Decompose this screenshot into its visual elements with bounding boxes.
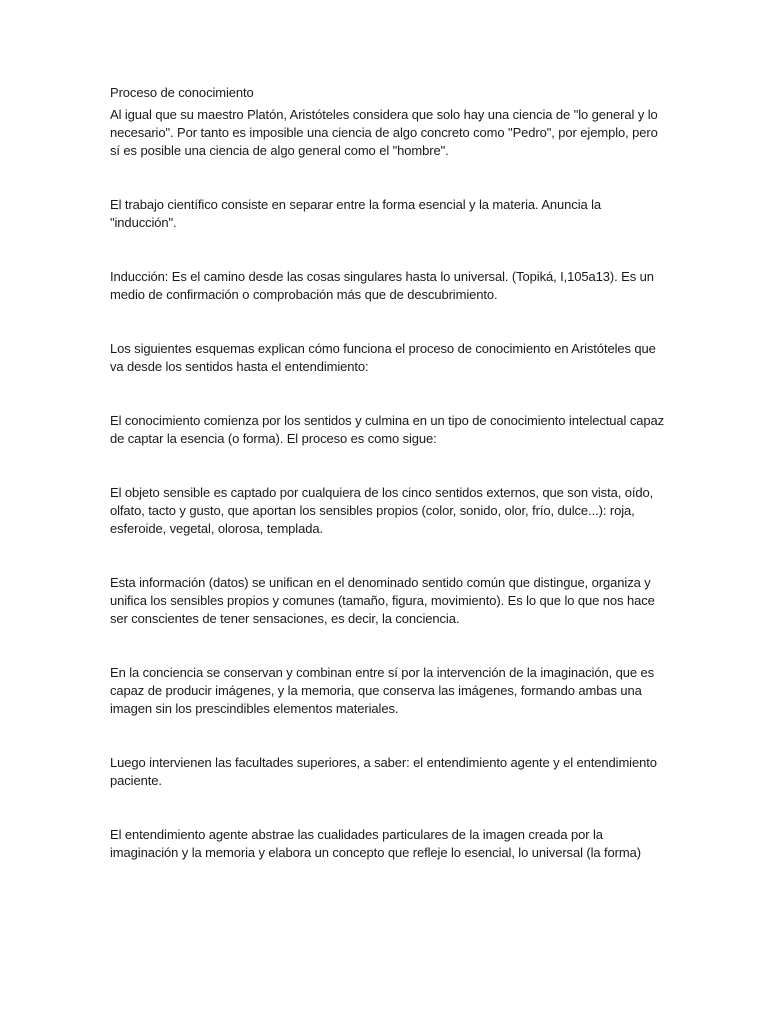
document-title: Proceso de conocimiento	[110, 85, 254, 100]
paragraph-facultades-superiores: Luego intervienen las facultades superiores, a saber: el entendimiento agente y el entendimiento paciente.	[110, 755, 657, 788]
paragraph-trabajo-cientifico: El trabajo científico consiste en separar entre la forma esencial y la materia. Anuncia la "inducción".	[110, 197, 602, 230]
document-body	[110, 84, 670, 862]
paragraph-entendimiento-agente: El entendimiento agente abstrae las cualidades particulares de la imagen creada por la imaginación y la memoria y elabora un concepto que refleje lo esencial, lo universal (la forma)	[110, 827, 641, 860]
paragraph-esquemas: Los siguientes esquemas explican cómo funciona el proceso de conocimiento en Aristóteles que va desde los sentidos hasta el entendimiento:	[110, 341, 656, 374]
paragraph-sentido-comun: Esta información (datos) se unifican en el denominado sentido común que distingue, organiza y unifica los sensibles propios y comunes (tamaño, figura, movimiento). Es lo que lo que nos hace ser conscientes de tener sensaciones, es decir, la conciencia.	[110, 575, 655, 626]
paragraph-objeto-sensible: El objeto sensible es captado por cualquiera de los cinco sentidos externos, que son vista, oído, olfato, tacto y gusto, que aportan los sensibles propios (color, sonido, olor, frío, dulce...): roja, esferoide, vegetal, olorosa, templada.	[110, 485, 654, 536]
paragraph-conocimiento-sentidos: El conocimiento comienza por los sentidos y culmina en un tipo de conocimiento intelectual capaz de captar la esencia (o forma). El proceso es como sigue:	[110, 413, 665, 446]
paragraph-platon: Al igual que su maestro Platón, Aristóteles considera que solo hay una ciencia de "lo general y lo necesario". Por tanto es imposible una ciencia de algo concreto como "Pedro", por ejemplo, pero sí es posible una ciencia de algo general como el "hombre".	[110, 107, 658, 158]
paragraph-conciencia: En la conciencia se conservan y combinan entre sí por la intervención de la imaginación, que es capaz de producir imágenes, y la memoria, que conserva las imágenes, formando ambas una imagen sin los prescindibles elementos materiales.	[110, 665, 655, 716]
paragraph-induccion: Inducción: Es el camino desde las cosas singulares hasta lo universal. (Topiká, I,105a13). Es un medio de confirmación o comprobación más que de descubrimiento.	[110, 269, 654, 302]
